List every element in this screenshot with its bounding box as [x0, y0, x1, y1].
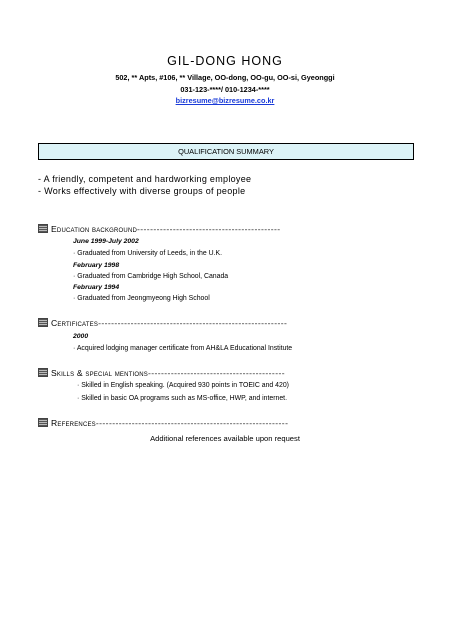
divider-dashes: ---------------------------------------------------------- [98, 318, 288, 328]
applicant-name: GIL-DONG HONG [167, 54, 283, 68]
qualification-summary-title: QUALIFICATION SUMMARY [38, 143, 414, 160]
divider-dashes: ------------------------------------------ [147, 368, 285, 378]
certificate-detail: · Acquired lodging manager certificate from AH&LA Educational Institute [73, 345, 293, 352]
education-date: June 1999-July 2002 [73, 238, 139, 245]
education-date: February 1998 [73, 262, 120, 269]
section-bullet-icon [38, 368, 48, 377]
references-text: Additional references available upon request [150, 434, 300, 443]
phone-numbers: 031-123-****/ 010-1234-**** [180, 85, 270, 94]
education-title: Education background [51, 224, 138, 234]
skills-title: Skills & special mentions [51, 368, 148, 378]
qualification-summary-list [38, 173, 251, 197]
summary-item: - A friendly, competent and hardworking employee [38, 174, 252, 184]
section-bullet-icon [38, 418, 48, 427]
skills-heading [38, 368, 378, 380]
section-bullet-icon [38, 318, 48, 327]
education-heading [38, 224, 378, 236]
education-date: February 1994 [73, 284, 120, 291]
address: 502, ** Apts, #106, ** Village, OO-dong, OO-gu, OO-si, Gyeonggi [115, 73, 335, 82]
references-title: References [51, 418, 96, 428]
divider-dashes: ----------------------------------------------------------- [95, 418, 289, 428]
certificates-heading [38, 318, 378, 330]
certificate-date: 2000 [73, 333, 89, 340]
divider-dashes: -------------------------------------------- [137, 224, 281, 234]
certificates-title: Certificates [51, 318, 99, 328]
education-detail: · Graduated from Jeongmyeong High School [73, 295, 210, 302]
education-detail: · Graduated from University of Leeds, in the U.K. [73, 250, 222, 257]
section-bullet-icon [38, 224, 48, 233]
email-link[interactable]: bizresume@bizresume.co.kr [175, 96, 275, 105]
skill-item: · Skilled in basic OA programs such as MS-office, HWP, and internet. [77, 395, 287, 402]
skill-item: · Skilled in English speaking. (Acquired 930 points in TOEIC and 420) [77, 382, 289, 389]
summary-item: - Works effectively with diverse groups of people [38, 186, 246, 196]
references-heading [38, 418, 378, 430]
education-detail: · Graduated from Cambridge High School, Canada [73, 273, 229, 280]
